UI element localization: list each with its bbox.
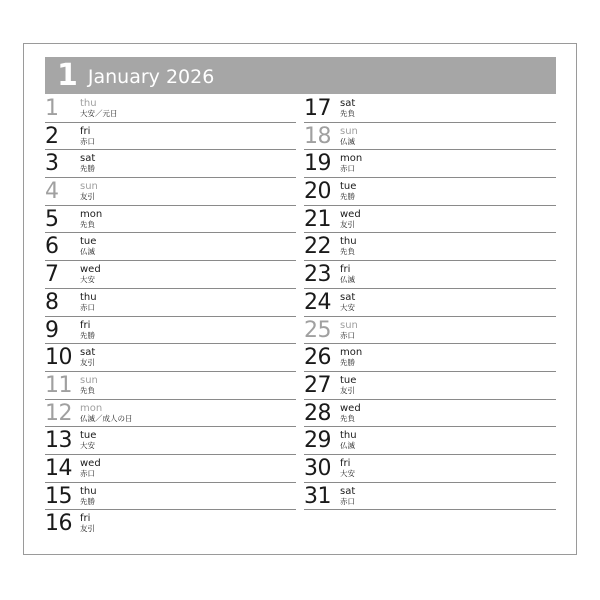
rokuyo-label: 仏滅 bbox=[80, 247, 95, 257]
day-number: 20 bbox=[304, 179, 331, 205]
weekday-label: mon bbox=[340, 153, 363, 165]
day-number: 31 bbox=[304, 483, 331, 509]
day-number: 17 bbox=[304, 96, 331, 121]
day-row bbox=[45, 372, 296, 400]
weekday-label: thu bbox=[80, 291, 97, 303]
day-row bbox=[304, 344, 556, 372]
day-row bbox=[45, 178, 296, 206]
rokuyo-label: 先勝 bbox=[80, 330, 95, 340]
rokuyo-label: 赤口 bbox=[340, 330, 355, 340]
rokuyo-label: 赤口 bbox=[80, 136, 95, 146]
month-number: 1 bbox=[57, 57, 78, 93]
day-number: 8 bbox=[45, 289, 59, 315]
rokuyo-label: 仏滅 bbox=[340, 136, 355, 146]
weekday-label: mon bbox=[80, 402, 103, 414]
day-number: 28 bbox=[304, 400, 331, 426]
rokuyo-label: 仏滅／成人の日 bbox=[80, 413, 133, 423]
weekday-label: thu bbox=[340, 236, 357, 248]
day-number: 14 bbox=[45, 455, 72, 481]
rokuyo-label: 先負 bbox=[340, 109, 355, 118]
day-number: 30 bbox=[304, 455, 331, 481]
rokuyo-label: 仏滅 bbox=[340, 441, 355, 451]
rokuyo-label: 仏滅 bbox=[340, 275, 355, 285]
rokuyo-label: 先負 bbox=[340, 247, 355, 257]
day-number: 27 bbox=[304, 372, 331, 398]
day-number: 3 bbox=[45, 151, 59, 177]
day-row bbox=[304, 289, 556, 317]
rokuyo-label: 赤口 bbox=[80, 468, 95, 478]
rokuyo-label: 大安 bbox=[340, 468, 355, 478]
rokuyo-label: 友引 bbox=[80, 524, 95, 534]
rokuyo-label: 先勝 bbox=[340, 358, 355, 368]
weekday-label: fri bbox=[340, 457, 351, 469]
day-number: 22 bbox=[304, 234, 331, 260]
day-row bbox=[45, 344, 296, 372]
day-column-left bbox=[45, 95, 296, 538]
rokuyo-label: 先勝 bbox=[340, 192, 355, 202]
day-row bbox=[45, 95, 296, 123]
day-row bbox=[304, 400, 556, 428]
day-row bbox=[45, 123, 296, 151]
day-row bbox=[304, 483, 556, 511]
rokuyo-label: 大安／元日 bbox=[80, 109, 118, 118]
day-number: 4 bbox=[45, 179, 59, 205]
day-number: 6 bbox=[45, 234, 59, 260]
day-number: 2 bbox=[45, 123, 59, 149]
day-number: 18 bbox=[304, 123, 331, 149]
day-row bbox=[45, 510, 296, 538]
day-row bbox=[304, 372, 556, 400]
day-number: 15 bbox=[45, 483, 72, 509]
day-number: 13 bbox=[45, 428, 72, 454]
day-number: 21 bbox=[304, 206, 331, 232]
day-number: 1 bbox=[45, 96, 59, 121]
weekday-label: sat bbox=[340, 98, 356, 109]
weekday-label: fri bbox=[80, 319, 91, 331]
rokuyo-label: 赤口 bbox=[340, 496, 355, 506]
day-row bbox=[45, 400, 296, 428]
day-number: 29 bbox=[304, 428, 331, 454]
day-number: 16 bbox=[45, 511, 72, 537]
weekday-label: thu bbox=[80, 98, 97, 109]
day-number: 26 bbox=[304, 345, 331, 371]
day-number: 25 bbox=[304, 317, 331, 343]
rokuyo-label: 友引 bbox=[340, 219, 355, 229]
day-row bbox=[45, 261, 296, 289]
weekday-label: mon bbox=[340, 347, 363, 359]
rokuyo-label: 大安 bbox=[80, 275, 95, 285]
rokuyo-label: 赤口 bbox=[340, 164, 355, 174]
day-row bbox=[304, 150, 556, 178]
rokuyo-label: 先負 bbox=[80, 385, 95, 395]
weekday-label: tue bbox=[340, 181, 357, 193]
day-row bbox=[304, 206, 556, 234]
rokuyo-label: 友引 bbox=[80, 192, 95, 202]
day-row bbox=[45, 289, 296, 317]
weekday-label: sat bbox=[340, 485, 356, 497]
rokuyo-label: 友引 bbox=[340, 385, 355, 395]
rokuyo-label: 赤口 bbox=[80, 302, 95, 312]
weekday-label: thu bbox=[80, 485, 97, 497]
weekday-label: tue bbox=[340, 374, 357, 386]
day-number: 12 bbox=[45, 400, 72, 426]
day-number: 19 bbox=[304, 151, 331, 177]
rokuyo-label: 友引 bbox=[80, 358, 95, 368]
weekday-label: sun bbox=[340, 319, 358, 331]
day-row bbox=[304, 261, 556, 289]
day-number: 23 bbox=[304, 262, 331, 288]
day-row bbox=[45, 455, 296, 483]
weekday-label: thu bbox=[340, 430, 357, 442]
weekday-label: fri bbox=[340, 264, 351, 276]
rokuyo-label: 先勝 bbox=[80, 164, 95, 174]
weekday-label: sat bbox=[80, 347, 96, 359]
day-row bbox=[45, 233, 296, 261]
weekday-label: mon bbox=[80, 208, 103, 220]
day-row bbox=[304, 427, 556, 455]
day-row bbox=[45, 483, 296, 511]
weekday-label: sun bbox=[80, 181, 98, 193]
day-row bbox=[45, 206, 296, 234]
day-number: 9 bbox=[45, 317, 59, 343]
weekday-label: sat bbox=[340, 291, 356, 303]
day-row bbox=[45, 317, 296, 345]
day-column-right bbox=[304, 95, 556, 510]
day-row bbox=[304, 233, 556, 261]
day-number: 24 bbox=[304, 289, 331, 315]
weekday-label: wed bbox=[340, 402, 361, 414]
month-header bbox=[45, 57, 556, 94]
rokuyo-label: 大安 bbox=[80, 441, 95, 451]
day-row bbox=[304, 95, 556, 123]
month-title: January 2026 bbox=[87, 66, 215, 88]
day-row bbox=[304, 317, 556, 345]
day-number: 10 bbox=[45, 345, 72, 371]
day-number: 7 bbox=[45, 262, 59, 288]
weekday-label: wed bbox=[80, 264, 101, 276]
day-number: 11 bbox=[45, 372, 72, 398]
rokuyo-label: 先勝 bbox=[80, 496, 95, 506]
weekday-label: wed bbox=[340, 208, 361, 220]
day-row bbox=[45, 150, 296, 178]
rokuyo-label: 先負 bbox=[80, 219, 95, 229]
rokuyo-label: 大安 bbox=[340, 302, 355, 312]
weekday-label: sat bbox=[80, 153, 96, 165]
day-row bbox=[304, 123, 556, 151]
weekday-label: fri bbox=[80, 513, 91, 525]
day-row bbox=[304, 455, 556, 483]
day-row bbox=[45, 427, 296, 455]
weekday-label: tue bbox=[80, 430, 97, 442]
weekday-label: tue bbox=[80, 236, 97, 248]
weekday-label: sun bbox=[340, 125, 358, 137]
weekday-label: wed bbox=[80, 457, 101, 469]
day-number: 5 bbox=[45, 206, 59, 232]
day-row bbox=[304, 178, 556, 206]
rokuyo-label: 先負 bbox=[340, 413, 355, 423]
weekday-label: fri bbox=[80, 125, 91, 137]
weekday-label: sun bbox=[80, 374, 98, 386]
